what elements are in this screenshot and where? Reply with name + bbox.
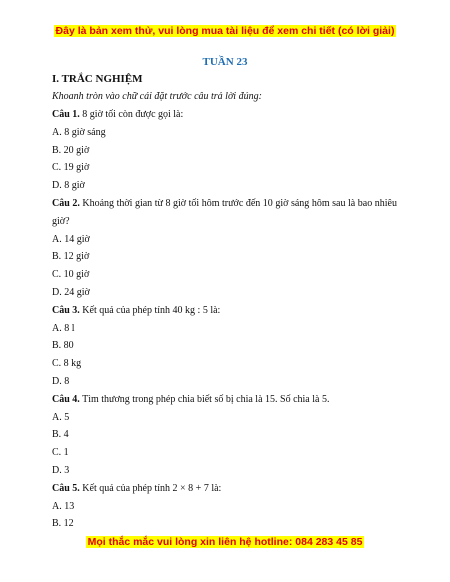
instruction: Khoanh tròn vào chữ cái đặt trước câu trả lời đúng: (52, 91, 262, 102)
answer-option: B. 80 (52, 340, 74, 352)
preview-notice-text: Đây là bản xem thử, vui lòng mua tài liệu để xem chi tiết (có lời giải) (55, 25, 395, 37)
question-text: Kết quả của phép tính 2 × 8 + 7 là: (79, 482, 222, 494)
answer-option: C. 19 giờ (52, 162, 90, 174)
question-number: Câu 5. (52, 482, 80, 494)
answer-option: B. 12 giờ (52, 251, 90, 263)
question-1 (52, 106, 397, 124)
preview-notice-banner (0, 24, 450, 38)
question-text: Tìm thương trong phép chia biết số bị chia là 15. Số chia là 5. (79, 393, 330, 405)
question-number: Câu 4. (52, 393, 80, 405)
answer-option: D. 8 giờ (52, 180, 85, 192)
answer-option: C. 1 (52, 447, 69, 459)
week-title: TUẦN 23 (202, 56, 248, 68)
question-5 (52, 480, 397, 498)
answer-option: D. 3 (52, 464, 70, 476)
question-text: Khoảng thời gian từ 8 giờ tối hôm trước đến 10 giờ sáng hôm sau là bao nhiêu giờ? (52, 197, 397, 227)
question-number: Câu 1. (52, 109, 80, 120)
answer-option: C. 10 giờ (52, 269, 90, 281)
answer-option: A. 5 (52, 411, 70, 423)
hotline-text: Mọi thắc mắc vui lòng xin liên hệ hotline: 084 283 45 85 (87, 536, 363, 548)
answer-option: A. 8 giờ sáng (52, 126, 106, 138)
answer-option: B. 12 (52, 518, 74, 530)
answer-option: B. 4 (52, 429, 69, 441)
question-number: Câu 3. (52, 304, 80, 316)
answer-option: D. 24 giờ (52, 286, 90, 298)
question-2 (52, 195, 397, 231)
question-number: Câu 2. (52, 197, 80, 209)
answer-option: B. 20 giờ (52, 144, 90, 156)
question-4 (52, 391, 397, 409)
answer-option: A. 13 (52, 500, 75, 512)
section-title: I. TRẮC NGHIỆM (52, 73, 143, 85)
question-3 (52, 302, 397, 320)
hotline-banner (0, 535, 450, 549)
question-text: 8 giờ tối còn được gọi là: (79, 109, 184, 120)
answer-option: A. 14 giờ (52, 233, 90, 245)
question-text: Kết quả của phép tính 40 kg : 5 là: (79, 304, 221, 316)
answer-option: C. 8 kg (52, 358, 82, 370)
answer-option: D. 8 (52, 375, 70, 387)
answer-option: A. 8 l (52, 322, 75, 334)
worksheet-content (52, 70, 397, 533)
